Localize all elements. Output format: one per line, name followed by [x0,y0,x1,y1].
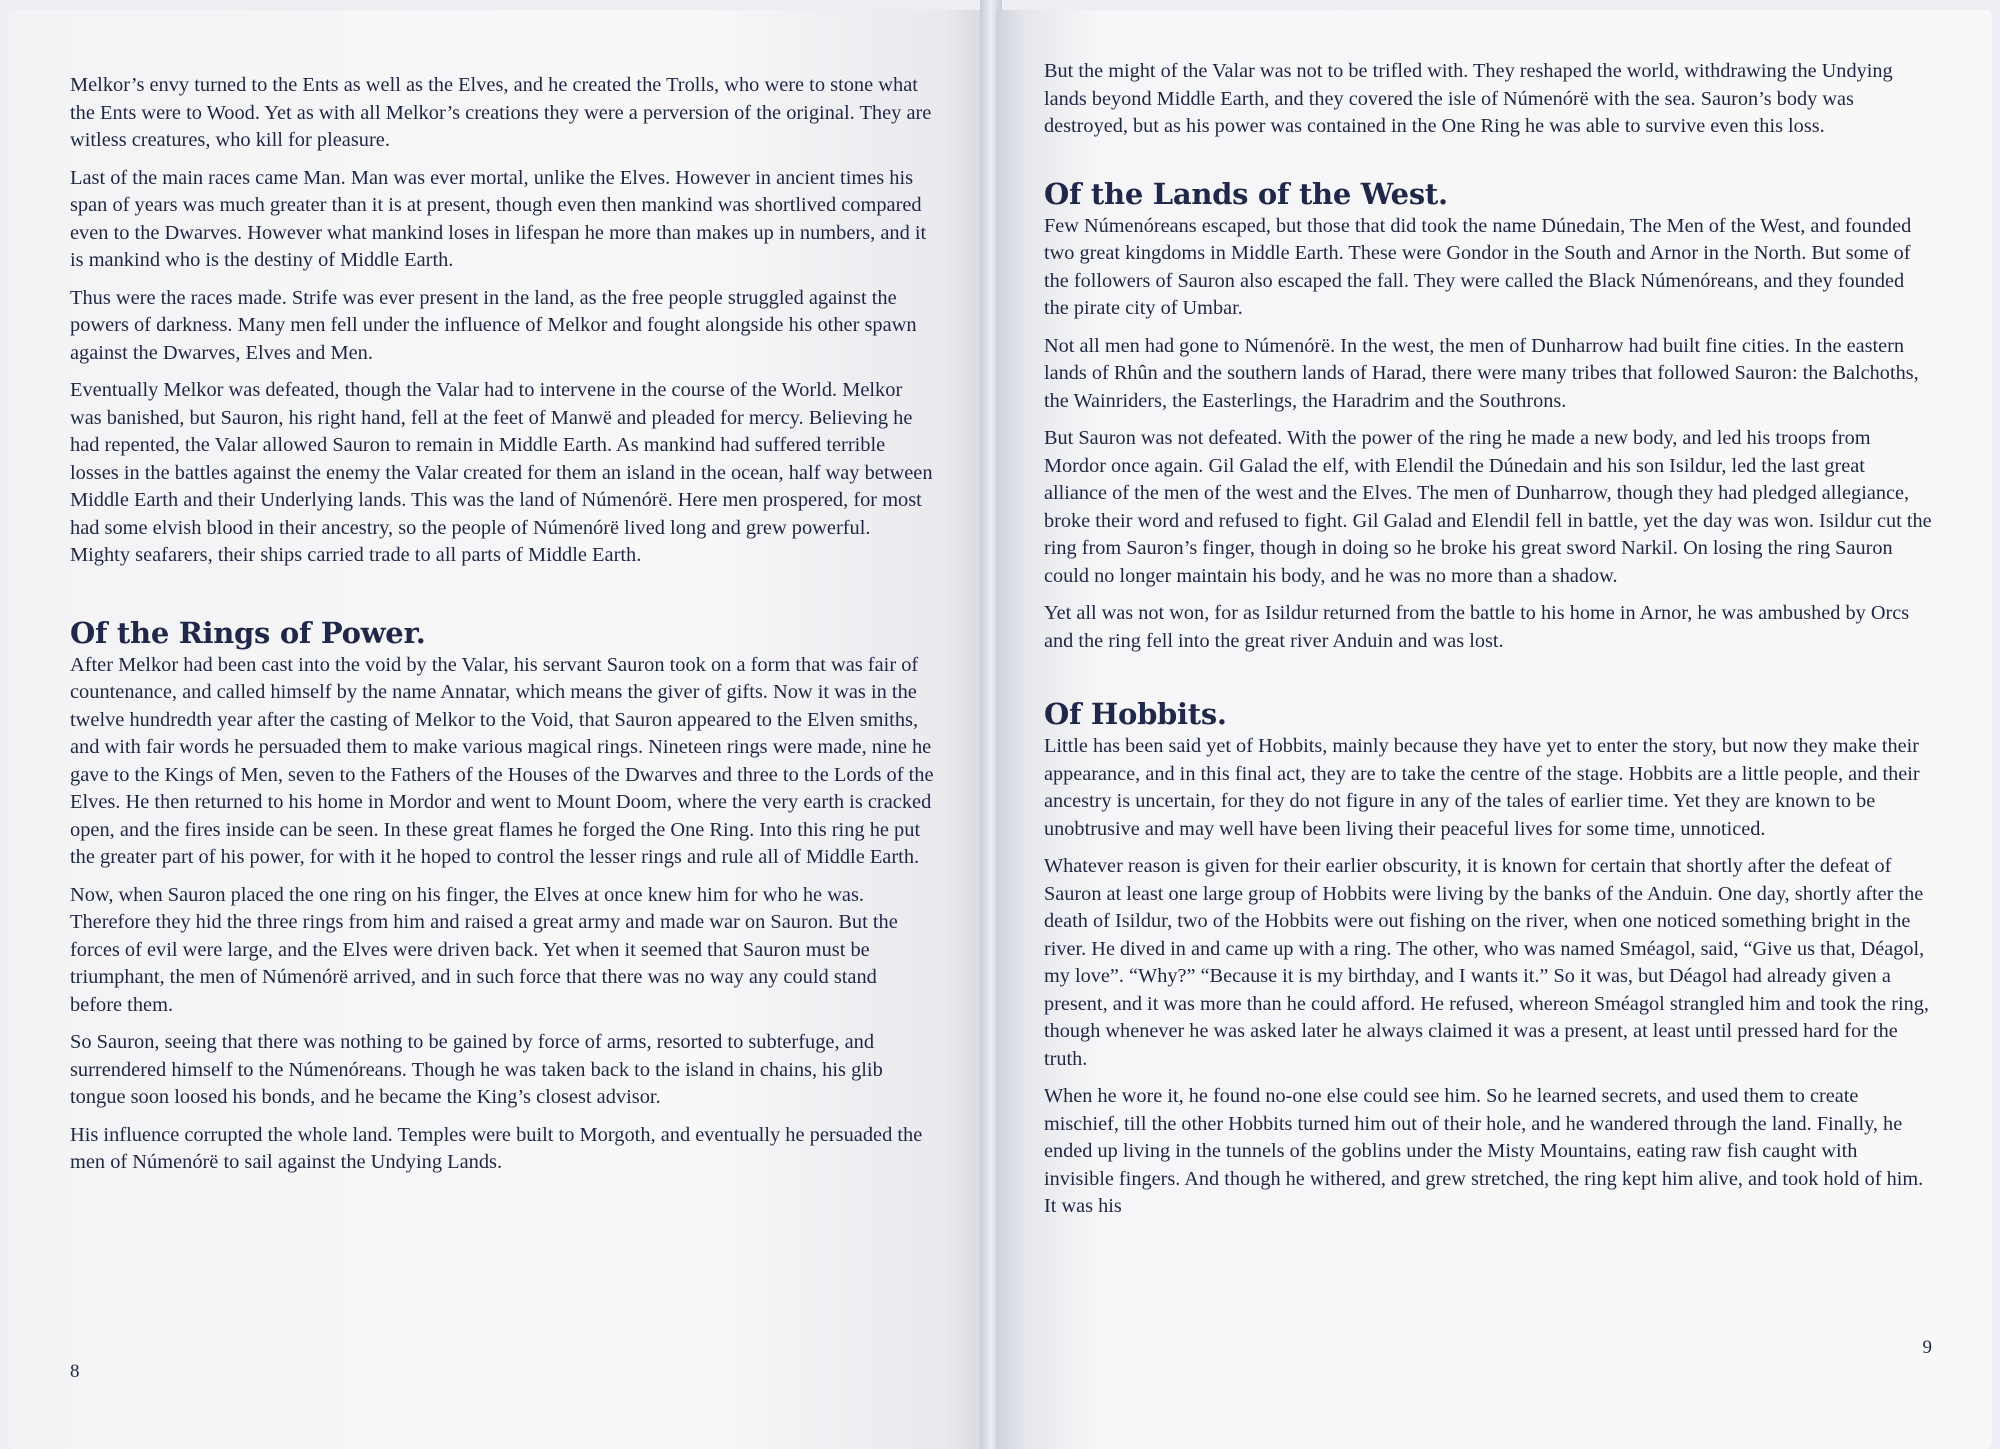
paragraph: But Sauron was not defeated. With the power of the ring he made a new body, and led his troops from Mordor once again. Gil Galad the elf, with Elendil the Dúnedain and his son Isildur, led the last great alliance of the men of the west and the Elves. The men of Dunharrow, though they had pledged allegiance, broke their word and refused to fight. Gil Galad and Elendil fell in battle, yet the day was won. Isildur cut the ring from Sauron’s finger, though in doing so he broke his great sword Narkil. On losing the ring Sauron could no longer maintain his body, and he was no more than a shadow. [1044,427,1932,587]
right-page-body [1044,58,1932,1221]
paragraph: Eventually Melkor was defeated, though the Valar had to intervene in the course of the World. Melkor was banished, but Sauron, his right hand, fell at the feet of Manwë and pleaded for mercy. Believing he had repented, the Valar allowed Sauron to remain in Middle Earth. As mankind had suffered terrible losses in the battles against the enemy the Valar created for them an island in the ocean, half way between Middle Earth and their Underlying lands. This was the land of Númenórë. Here men prospered, for most had some elvish blood in their ancestry, so the people of Númenórë lived long and grew powerful. Mighty seafarers, their ships carried trade to all parts of Middle Earth. [70,379,933,566]
paragraph: Yet all was not won, for as Isildur returned from the battle to his home in Arnor, he was ambushed by Orcs and the ring fell into the great river Anduin and was lost. [1044,602,1910,652]
section-heading-of-hobbits: Of Hobbits. [1044,697,1227,731]
page-number-right: 9 [1922,1337,1932,1358]
paragraph: Not all men had gone to Númenórë. In the west, the men of Dunharrow had built fine cities. In the eastern lands of Rhûn and the southern lands of Harad, there were many tribes that followed Sauron: the Balchoths, the Wainriders, the Easterlings, the Haradrim and the Southrons. [1044,334,1919,412]
paragraph: Last of the main races came Man. Man was ever mortal, unlike the Elves. However in ancient times his span of years was much greater than it is at present, though even then mankind was shortlived compared even to the Dwarves. However what mankind loses in lifespan he more than makes up in numbers, and it is mankind who is the destiny of Middle Earth. [70,166,927,271]
section-heading-lands-of-the-west: Of the Lands of the West. [1044,176,1448,211]
paragraph: But the might of the Valar was not to be trifled with. They reshaped the world, withdrawing the Undying lands beyond Middle Earth, and they covered the isle of Númenórë with the sea. Sauron’s body was destroyed, but as his power was contained in the One Ring he was able to survive even this loss. [1044,60,1893,137]
paragraph: Whatever reason is given for their earlier obscurity, it is known for certain that shortly after the defeat of Sauron at least one large group of Hobbits were living by the banks of the Anduin. One day, shortly after the death of Isildur, two of the Hobbits were out fishing on the river, when one noticed something bright in the river. He dived in and came up with a ring. The other, who was named Sméagol, said, “Give us that, Déagol, my love”. “Why?” “Because it is my birthday, and I wants it.” So it was, but Déagol had already given a present, and it was more than he could afford. He refused, whereon Sméagol strangled him and took the ring, though whenever he was asked later he always claimed it was a present, at least until pressed hard for the truth. [1044,855,1929,1070]
paragraph: Few Númenóreans escaped, but those that did took the name Dúnedain, The Men of the West, and founded two great kingdoms in Middle Earth. These were Gondor in the South and Arnor in the North. But some of the followers of Sauron also escaped the fall. They were called the Black Númenóreans, and they founded the pirate city of Umbar. [1044,214,1912,319]
left-page [8,10,984,1449]
paragraph: His influence corrupted the whole land. Temples were built to Morgoth, and eventually he persuaded the men of Númenórë to sail against the Undying Lands. [70,1123,923,1173]
paragraph: Thus were the races made. Strife was ever present in the land, as the free people struggled against the powers of darkness. Many men fell under the influence of Melkor and fought alongside his other spawn against the Dwarves, Elves and Men. [70,286,917,364]
page-number-left: 8 [70,1361,80,1382]
paragraph: Melkor’s envy turned to the Ents as well as the Elves, and he created the Trolls, who were to stone what the Ents were to Wood. Yet as with all Melkor’s creations they were a perversion of the original. They are witless creatures, who kill for pleasure. [70,74,932,151]
paragraph: Now, when Sauron placed the one ring on his finger, the Elves at once knew him for who he was. Therefore they hid the three rings from him and raised a great army and made war on Sauron. But the forces of evil were large, and the Elves were driven back. Yet when it seemed that Sauron must be triumphant, the men of Númenórë arrived, and in such force that there was no way any could stand before them. [70,883,898,1016]
section-heading-rings-of-power: Of the Rings of Power. [70,615,426,650]
paragraph: Little has been said yet of Hobbits, mainly because they have yet to enter the story, but now they make their appearance, and in this final act, they are to take the centre of the stage. Hobbits are a little people, and their ancestry is uncertain, for they do not figure in any of the tales of earlier time. Yet they are known to be unobtrusive and may well have been living their peaceful lives for some time, unnoticed. [1044,735,1920,840]
paragraph: When he wore it, he found no-one else could see him. So he learned secrets, and used them to create mischief, till the other Hobbits turned him out of their hole, and he wandered through the land. Finally, he ended up living in the tunnels of the goblins under the Misty Mountains, eating raw fish caught with invisible fingers. And though he withered, and grew stretched, the ring kept him alive, and took hold of him. It was his [1044,1085,1924,1217]
paragraph: After Melkor had been cast into the void by the Valar, his servant Sauron took on a form that was fair of countenance, and called himself by the name Annatar, which means the giver of gifts. Now it was in the twelve hundredth year after the casting of Melkor to the Void, that Sauron appeared to the Elven smiths, and with fair words he persuaded them to make various magical rings. Nineteen rings were made, nine he gave to the Kings of Men, seven to the Fathers of the Houses of the Dwarves and three to the Lords of the Elves. He then returned to his home in Mordor and went to Mount Doom, where the very earth is cracked open, and the fires inside can be seen. In these great flames he forged the One Ring. Into this ring he put the greater part of his power, for with it he hoped to control the lesser rings and rule all of Middle Earth. [70,653,934,868]
paragraph: So Sauron, seeing that there was nothing to be gained by force of arms, resorted to subterfuge, and surrendered himself to the Númenóreans. Though he was taken back to the island in chains, his glib tongue soon loosed his bonds, and he became the King’s closest advisor. [70,1031,883,1108]
left-page-body [70,72,934,1177]
right-page [996,10,1992,1449]
